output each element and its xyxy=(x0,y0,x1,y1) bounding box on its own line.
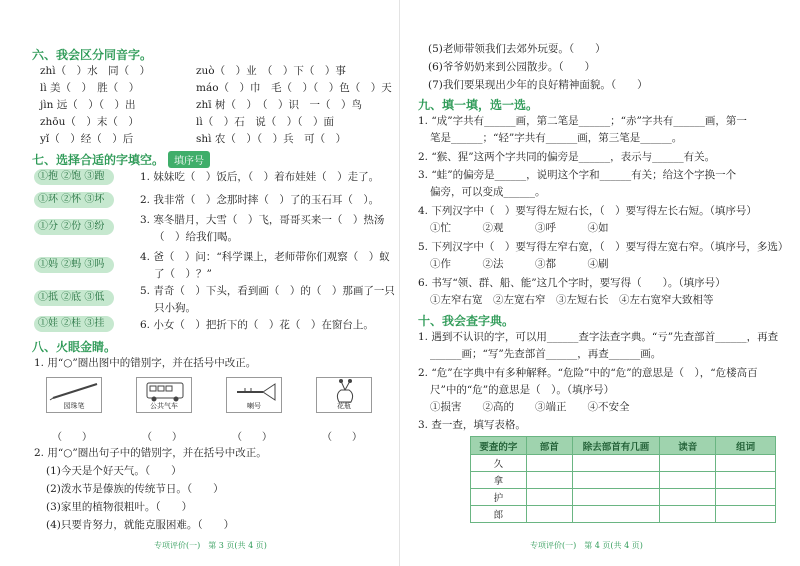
fill-item-4: 4. 爸（ ）问：“科学课上，老师带你们观察（ ）蚁 xyxy=(140,251,390,263)
image-vase: 花瓶 xyxy=(316,377,372,413)
right-page xyxy=(400,0,800,566)
section-9-title: 九、填一填，选一选。 xyxy=(418,98,539,112)
table-cell[interactable] xyxy=(660,489,716,506)
fill-item-3: 3. 寒冬腊月，大雪（ ）飞，哥哥买来一（ ）热汤 xyxy=(140,214,385,226)
homophone-row-1a: zhì（ ）水 同（ ） xyxy=(40,65,151,77)
table-cell[interactable] xyxy=(660,506,716,523)
fill-item-5: 5. 青奇（ ）下头，看到画（ ）的（ ）那画了一只 xyxy=(140,285,395,297)
sec9-item-4-options: ①忙 ②观 ③呼 ④如 xyxy=(430,222,609,234)
answer-bracket-3: （ ） xyxy=(232,432,272,443)
sec10-item-2-cont: 尺”中的“危”的意思是（ ）。（填序号） xyxy=(430,384,615,396)
answer-bracket-4: （ ） xyxy=(322,432,362,443)
sec9-item-4: 4. 下列汉字中（ ）要写得左短右长，（ ）要写得左长右短。（填序号） xyxy=(418,205,757,217)
page-footer-left: 专项评价(一) 第 3 页(共 4 页) xyxy=(154,541,267,550)
table-header: 组词 xyxy=(716,437,776,455)
fill-item-6: 6. 小女（ ）把折下的（ ）花（ ）在窗台上。 xyxy=(140,319,374,331)
table-cell[interactable] xyxy=(716,489,776,506)
table-header: 要查的字 xyxy=(471,437,527,455)
sec10-item-1-cont: ______画；“写”先查部首______，再查______画。 xyxy=(430,348,662,360)
table-cell[interactable] xyxy=(660,455,716,472)
option-pill-6: ①娃 ②桂 ③挂 xyxy=(34,316,114,332)
sec9-item-6-options: ①左窄右宽 ②左宽右窄 ③左短右长 ④左右宽窄大致相等 xyxy=(430,294,714,306)
sec9-item-3: 3. “蛙”的偏旁是______，说明这个字和______有关；给这个字换一个 xyxy=(418,169,737,181)
option-pill-4: ①妈 ②蚂 ③吗 xyxy=(34,257,114,273)
table-cell[interactable] xyxy=(716,472,776,489)
answer-bracket-1: （ ） xyxy=(52,432,92,443)
sec9-item-5-options: ①作 ②法 ③都 ④刷 xyxy=(430,258,609,270)
table-cell[interactable] xyxy=(660,472,716,489)
table-header: 读音 xyxy=(660,437,716,455)
fill-item-4-cont: 了（ ）？” xyxy=(154,268,212,280)
page-footer-right: 专项评价(一) 第 4 页(共 4 页) xyxy=(530,541,643,550)
sentence-1: (1)今天是个好天气。（ ） xyxy=(46,465,182,477)
image-trumpet: 喇号 xyxy=(226,377,282,413)
homophone-row-3b: zhī 树（ ） （ ）识 一（ ）鸟 xyxy=(196,99,362,111)
homophone-row-5a: yǐ（ ）经（ ）后 xyxy=(40,133,134,145)
section-10-title: 十、我会查字典。 xyxy=(418,314,515,328)
choice-item-6: (6)爷爷奶奶来到公园散步。（ ） xyxy=(428,61,596,73)
homophone-row-2a: lì 美（ ） 胜（ ） xyxy=(40,82,140,94)
homophone-row-4a: zhōu（ ）末（ ） xyxy=(40,116,139,128)
fill-item-1: 1. 妹妹吃（ ）饭后，（ ）着布娃娃（ ）走了。 xyxy=(140,171,380,183)
sec10-item-1: 1. 遇到不认识的字，可以用______查字法查字典。“亏”先查部首______，再查 xyxy=(418,331,779,343)
homophone-row-3a: jìn 远（ ）（ ）出 xyxy=(40,99,136,111)
section-7-tag: 填序号 xyxy=(168,151,210,168)
table-header: 部首 xyxy=(526,437,572,455)
sentence-4: (4)只要肯努力，就能克服困难。（ ） xyxy=(46,519,235,531)
table-cell-char: 久 xyxy=(471,455,527,472)
table-cell[interactable] xyxy=(716,506,776,523)
sec9-item-1: 1. “成”字共有______画，第二笔是______；“赤”字共有______画，第一 xyxy=(418,115,747,127)
sentence-2: (2)泼水节是傣族的传统节日。（ ） xyxy=(46,483,224,495)
table-cell[interactable] xyxy=(526,455,572,472)
sec8-question-1: 1. 用“○”圈出图中的错别字，并在括号中改正。 xyxy=(34,357,257,369)
table-row xyxy=(471,506,776,523)
table-row xyxy=(471,455,776,472)
sentence-3: (3)家里的植物很粗叶。（ ） xyxy=(46,501,193,513)
sec10-item-2-options: ①损害 ②高的 ③端正 ④不安全 xyxy=(430,401,630,413)
table-cell[interactable] xyxy=(716,455,776,472)
table-row xyxy=(471,472,776,489)
option-pill-1: ①抱 ②饱 ③跑 xyxy=(34,169,114,185)
sec10-item-2: 2. “危”在字典中有多种解释。“危险”中的“危”的意思是（ ），“危楼高百 xyxy=(418,367,758,379)
homophone-row-4b: lì（ ）石 说（ ）（ ）面 xyxy=(196,116,334,128)
lookup-table xyxy=(470,436,776,523)
table-cell-char: 护 xyxy=(471,489,527,506)
homophone-row-5b: shì 农（ ）（ ）兵 可（ ） xyxy=(196,133,347,145)
table-cell-char: 郎 xyxy=(471,506,527,523)
option-pill-3: ①分 ②份 ③纷 xyxy=(34,219,114,235)
section-6-title: 六、我会区分同音字。 xyxy=(32,48,153,62)
table-header: 除去部首有几画 xyxy=(572,437,660,455)
sec9-item-6: 6. 书写“领、群、船、能”这几个字时，要写得（ ）。（填序号） xyxy=(418,277,726,289)
choice-item-7: (7)我们要果现出少年的良好精神面貌。（ ） xyxy=(428,79,648,91)
table-cell[interactable] xyxy=(572,455,660,472)
table-cell[interactable] xyxy=(526,472,572,489)
sec9-item-1-cont: 笔是______；“轻”字共有______画，第三笔是______。 xyxy=(430,132,683,144)
table-header-row xyxy=(471,437,776,455)
table-cell[interactable] xyxy=(572,472,660,489)
sec9-item-2: 2. “猴、猩”这两个字共同的偏旁是______，表示与______有关。 xyxy=(418,151,716,163)
table-cell[interactable] xyxy=(572,506,660,523)
fill-item-2: 2. 我非常（ ）念那时摔（ ）了的玉石耳（ ）。 xyxy=(140,194,380,206)
table-cell[interactable] xyxy=(572,489,660,506)
sec10-item-3: 3. 查一查，填写表格。 xyxy=(418,419,526,431)
sec8-question-2: 2. 用“○”圈出句子中的错别字，并在括号中改正。 xyxy=(34,447,267,459)
image-bus: 公共气车 xyxy=(136,377,192,413)
answer-bracket-2: （ ） xyxy=(142,432,182,443)
image-pen: 园珠笔 xyxy=(46,377,102,413)
table-row xyxy=(471,489,776,506)
option-pill-2: ①环 ②怀 ③坏 xyxy=(34,192,114,208)
option-pill-5: ①抵 ②底 ③低 xyxy=(34,290,114,306)
section-7-title: 七、选择合适的字填空。 填序号 xyxy=(32,151,210,168)
table-cell[interactable] xyxy=(526,506,572,523)
homophone-row-1b: zuò（ ）业 （ ）下（ ）事 xyxy=(196,65,346,77)
section-8-title: 八、火眼金睛。 xyxy=(32,340,117,354)
sec9-item-3-cont: 偏旁，可以变成______。 xyxy=(430,186,546,198)
fill-item-3-cont: （ ）给我们喝。 xyxy=(154,231,238,243)
fill-item-5-cont: 只小狗。 xyxy=(154,302,196,314)
table-cell[interactable] xyxy=(526,489,572,506)
table-cell-char: 拿 xyxy=(471,472,527,489)
sec9-item-5: 5. 下列汉字中（ ）要写得左窄右宽，（ ）要写得左宽右窄。（填序号，多选） xyxy=(418,241,789,253)
homophone-row-2b: máo（ ）巾 毛（ ）（ ）色（ ）天 xyxy=(196,82,392,94)
choice-item-5: (5)老师带领我们去郊外玩耍。（ ） xyxy=(428,43,606,55)
